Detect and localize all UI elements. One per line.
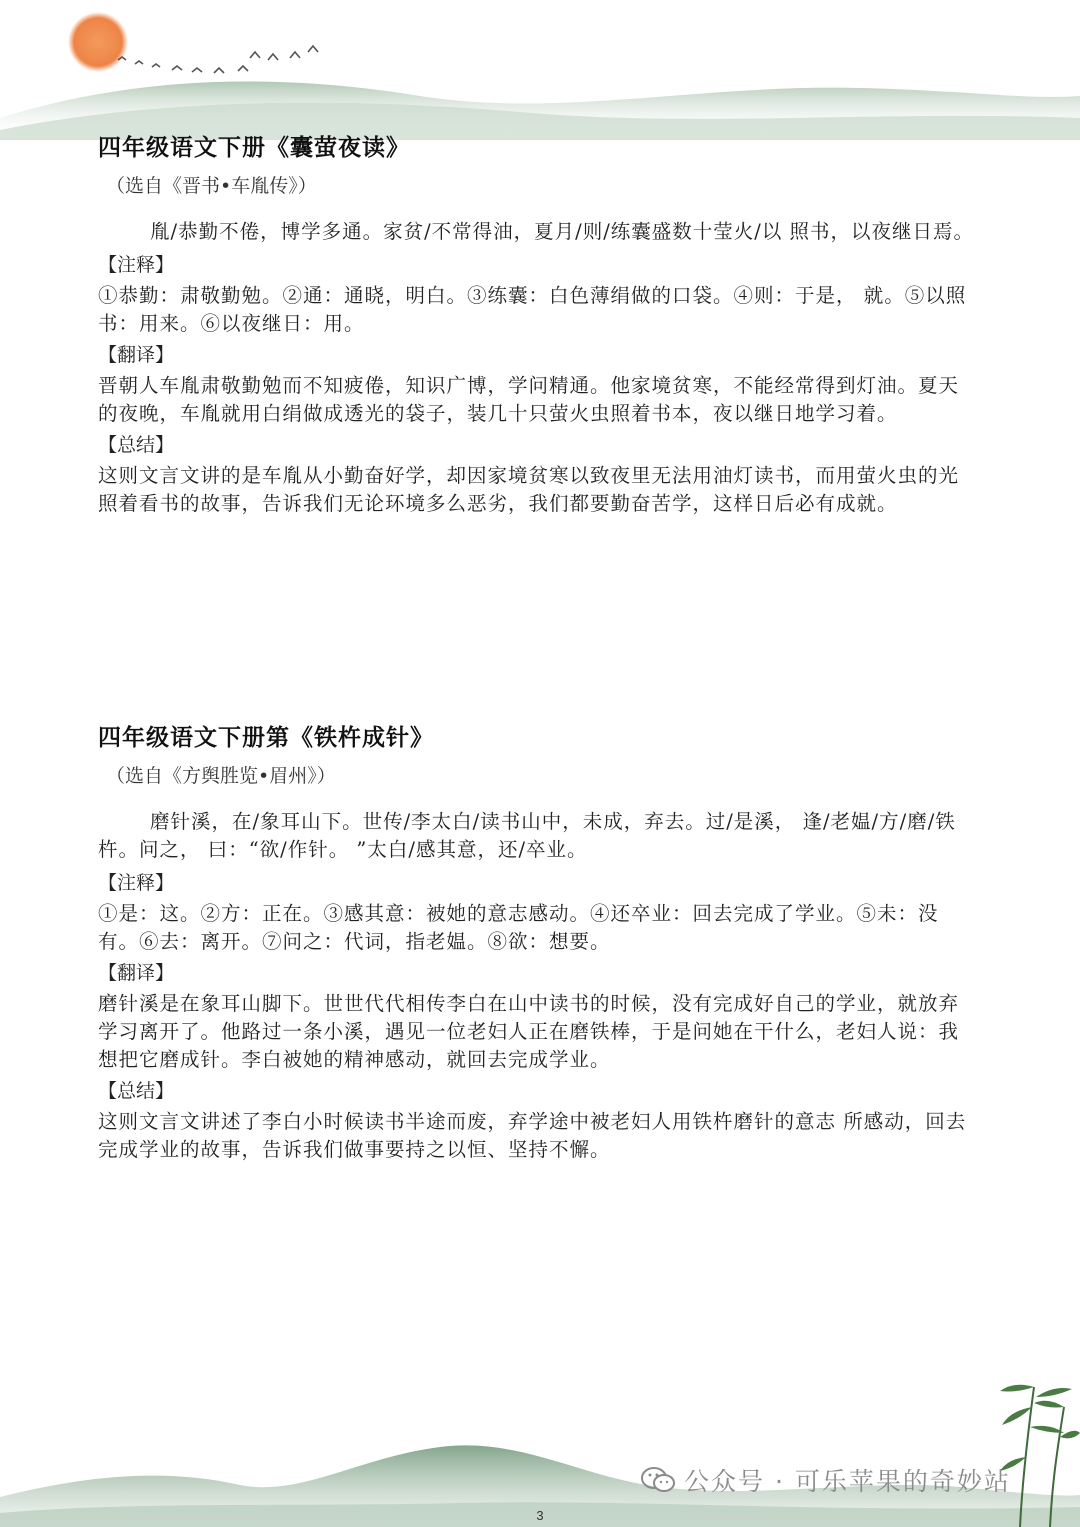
notes-text: ①恭勤：肃敬勤勉。②通：通晓，明白。③练囊：白色薄绢做的口袋。④则：于是， 就。⑤以照书：用来。⑥以夜继日：用。	[98, 284, 967, 335]
translation-label: 【翻译】	[98, 344, 175, 366]
original-text: 胤/恭勤不倦，博学多通。家贫/不常得油，夏月/则/练囊盛数十莹火/以 照书，以夜继日焉。	[150, 220, 975, 243]
summary-label: 【总结】	[98, 434, 175, 456]
section-title: 四年级语文下册第《铁杵成针》	[98, 725, 434, 751]
original-text: 磨针溪，在/象耳山下。世传/李太白/读书山中，未成，弃去。过/是溪， 逢/老媪/方/磨/铁杵。问之， 曰：“欲/作针。 ”太白/感其意，还/卒业。	[98, 810, 956, 861]
birds-icon	[118, 46, 318, 73]
bottom-landscape-decoration	[0, 1367, 1080, 1527]
source-citation: （选自《方舆胜览•眉州》）	[106, 765, 336, 787]
sun-icon	[68, 12, 128, 72]
source-citation: （选自《晋书•车胤传》）	[106, 175, 317, 197]
bamboo-icon	[960, 1367, 1080, 1527]
section-tiechu-chengzhen	[98, 718, 978, 1164]
translation-text: 晋朝人车胤肃敬勤勉而不知疲倦，知识广博，学问精通。他家境贫寒，不能经常得到灯油。夏天的夜晚，车胤就用白绢做成透光的袋子，装几十只萤火虫照着书本，夜以继日地学习着。	[98, 374, 960, 425]
summary-label: 【总结】	[98, 1080, 175, 1102]
notes-label: 【注释】	[98, 872, 175, 894]
notes-label: 【注释】	[98, 254, 175, 276]
notes-text: ①是：这。②方：正在。③感其意：被她的意志感动。④还卒业：回去完成了学业。⑤未：没有。⑥去：离开。⑦问之：代词，指老媪。⑧欲：想要。	[98, 902, 939, 953]
section-nangying-yedu	[98, 128, 978, 518]
wechat-icon	[640, 1466, 676, 1494]
section-title: 四年级语文下册《囊萤夜读》	[98, 135, 410, 161]
translation-text: 磨针溪是在象耳山脚下。世世代代相传李白在山中读书的时候，没有完成好自己的学业，就放弃学习离开了。他路过一条小溪，遇见一位老妇人正在磨铁棒，于是问她在干什么，老妇人说：我想把它磨成针。李白被她的精神感动，就回去完成学业。	[98, 992, 960, 1071]
translation-label: 【翻译】	[98, 962, 175, 984]
summary-text: 这则文言文讲的是车胤从小勤奋好学，却因家境贫寒以致夜里无法用油灯读书，而用萤火虫的光照着看书的故事，告诉我们无论环境多么恶劣，我们都要勤奋苦学，这样日后必有成就。	[98, 464, 960, 515]
summary-text: 这则文言文讲述了李白小时候读书半途而废，弃学途中被老妇人用铁杵磨针的意志 所感动，回去完成学业的故事，告诉我们做事要持之以恒、坚持不懈。	[98, 1110, 967, 1161]
watermark	[640, 1462, 1011, 1502]
top-landscape-decoration	[0, 0, 1080, 140]
watermark-text: 公众号 · 可乐苹果的奇妙站	[684, 1467, 1011, 1496]
page-number: 3	[536, 1508, 544, 1523]
